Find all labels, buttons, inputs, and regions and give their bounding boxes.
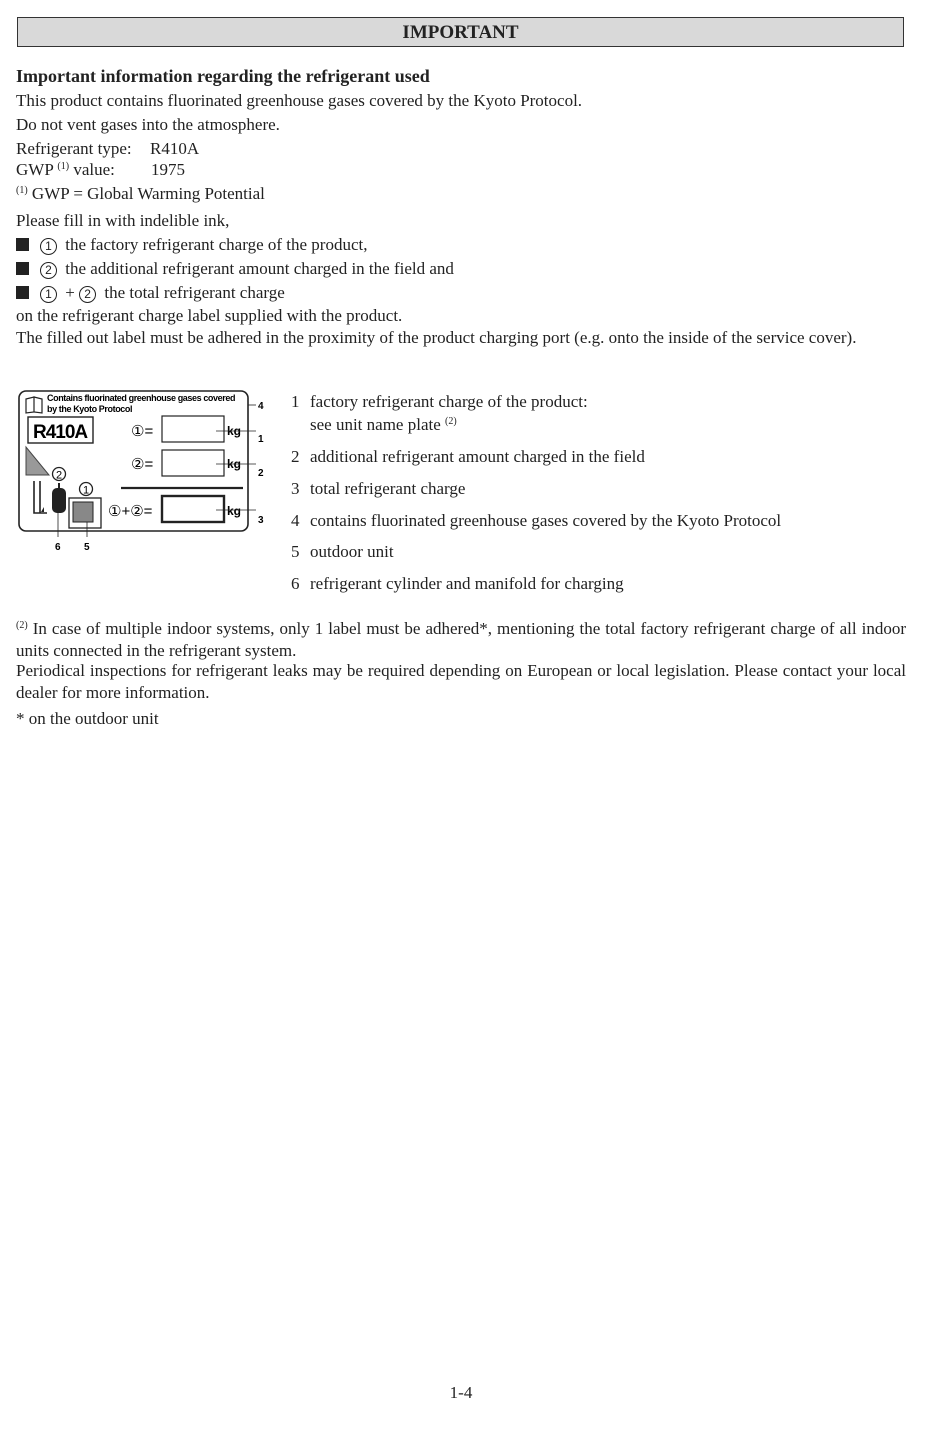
circled-number-icon: 2: [79, 286, 96, 303]
fill-after-1: on the refrigerant charge label supplied with the product.: [16, 306, 403, 325]
note-footnote-marker: (2): [16, 620, 28, 631]
legend-item: [291, 415, 457, 435]
label-header-line-1: Contains fluorinated greenhouse gases covered: [47, 393, 236, 403]
refrigerant-type-label: Refrigerant type:: [16, 139, 132, 158]
circled-number-icon: 1: [40, 238, 57, 255]
label-row-1-formula: ①=: [131, 423, 154, 440]
label-unit-3: kg: [227, 504, 242, 518]
refrigerant-label-figure: [14, 385, 274, 555]
plus-sign: +: [65, 283, 75, 302]
fill-item-3: [16, 283, 285, 303]
note-asterisk: * on the outdoor unit: [16, 709, 159, 728]
refrigerant-type: [16, 139, 200, 159]
legend-number: 5: [291, 542, 300, 561]
legend-text: refrigerant cylinder and manifold for charging: [310, 574, 624, 593]
label-field-3: [162, 496, 224, 522]
legend-text: outdoor unit: [310, 542, 394, 561]
important-banner: IMPORTANT: [17, 17, 904, 47]
label-header-line-2: by the Kyoto Protocol: [47, 404, 133, 414]
intro-line-2: Do not vent gases into the atmosphere.: [16, 115, 280, 134]
bullet-square-icon: [16, 262, 29, 275]
label-field-2: [162, 450, 224, 476]
gwp-label: GWP: [16, 160, 54, 179]
fill-item-1: [16, 235, 367, 255]
legend-text: contains fluorinated greenhouse gases covered by the Kyoto Protocol: [310, 511, 782, 530]
note-text: In case of multiple indoor systems, only 1 label must be adhered*, mentioning the total factory refrigerant charge of all indoor units connected in the refrigerant system.: [16, 619, 906, 660]
legend-item: [291, 574, 624, 594]
fill-item-2: [16, 259, 454, 279]
legend-footnote-marker: (2): [445, 416, 457, 427]
circled-number-icon: 2: [40, 262, 57, 279]
label-row-3-formula: ①+②=: [108, 503, 153, 520]
gwp-value: 1975: [151, 160, 185, 179]
note-multiple-indoor: [16, 615, 906, 662]
note-inspection: Periodical inspections for refrigerant leaks may be required depending on European or local legislation. Please contact your local dealer for more information.: [16, 661, 906, 702]
gwp-footnote: [16, 184, 265, 204]
callout-5: 5: [84, 542, 90, 553]
legend-text: see unit name plate: [310, 415, 441, 434]
label-refrigerant-name: R410A: [33, 422, 88, 443]
legend-number: 2: [291, 447, 300, 466]
callout-3: 3: [258, 515, 264, 526]
fill-lead: Please fill in with indelible ink,: [16, 211, 230, 230]
fill-after-2: The filled out label must be adhered in the proximity of the product charging port (e.g. onto the inside of the service cover).: [16, 328, 857, 347]
footnote-marker: (1): [16, 185, 28, 196]
legend-number: 4: [291, 511, 300, 530]
section-heading: Important information regarding the refrigerant used: [16, 66, 430, 86]
gwp-footnote-marker: (1): [57, 161, 70, 172]
label-unit-2: kg: [227, 457, 242, 471]
legend-number: 3: [291, 479, 300, 498]
fill-item-text: the additional refrigerant amount charged in the field and: [65, 259, 454, 278]
callout-1: 1: [258, 434, 264, 445]
refrigerant-type-value: R410A: [150, 139, 200, 158]
legend-number: 6: [291, 574, 300, 593]
figure-circle-2: 2: [55, 469, 63, 482]
circled-number-icon: 1: [40, 286, 57, 303]
page-number: 1-4: [449, 1383, 473, 1402]
legend-item: [291, 479, 465, 499]
gwp-line: [16, 160, 185, 180]
fill-item-text: the factory refrigerant charge of the product,: [65, 235, 368, 254]
legend-text: additional refrigerant amount charged in the field: [310, 447, 645, 466]
callout-4: 4: [258, 401, 264, 412]
bullet-square-icon: [16, 238, 29, 251]
label-unit-1: kg: [227, 424, 242, 438]
intro-line-1: This product contains fluorinated greenhouse gases covered by the Kyoto Protocol.: [16, 91, 583, 110]
legend-item: [291, 542, 394, 562]
callout-6: 6: [55, 542, 61, 553]
legend-text: total refrigerant charge: [310, 479, 466, 498]
legend-item: [291, 447, 645, 467]
callout-2: 2: [258, 468, 264, 479]
outdoor-unit-icon: [69, 498, 101, 528]
footnote-text: GWP = Global Warming Potential: [27, 184, 265, 203]
gwp-label-suffix: value:: [69, 160, 115, 179]
fill-item-text: the total refrigerant charge: [104, 283, 285, 302]
figure-circle-1: 1: [82, 484, 90, 497]
legend-item: [291, 511, 781, 531]
legend-number: 1: [291, 392, 300, 411]
label-row-2-formula: ②=: [131, 456, 154, 473]
bullet-square-icon: [16, 286, 29, 299]
legend-text: factory refrigerant charge of the product:: [310, 392, 588, 411]
label-field-1: [162, 416, 224, 442]
legend-item: [291, 392, 588, 412]
